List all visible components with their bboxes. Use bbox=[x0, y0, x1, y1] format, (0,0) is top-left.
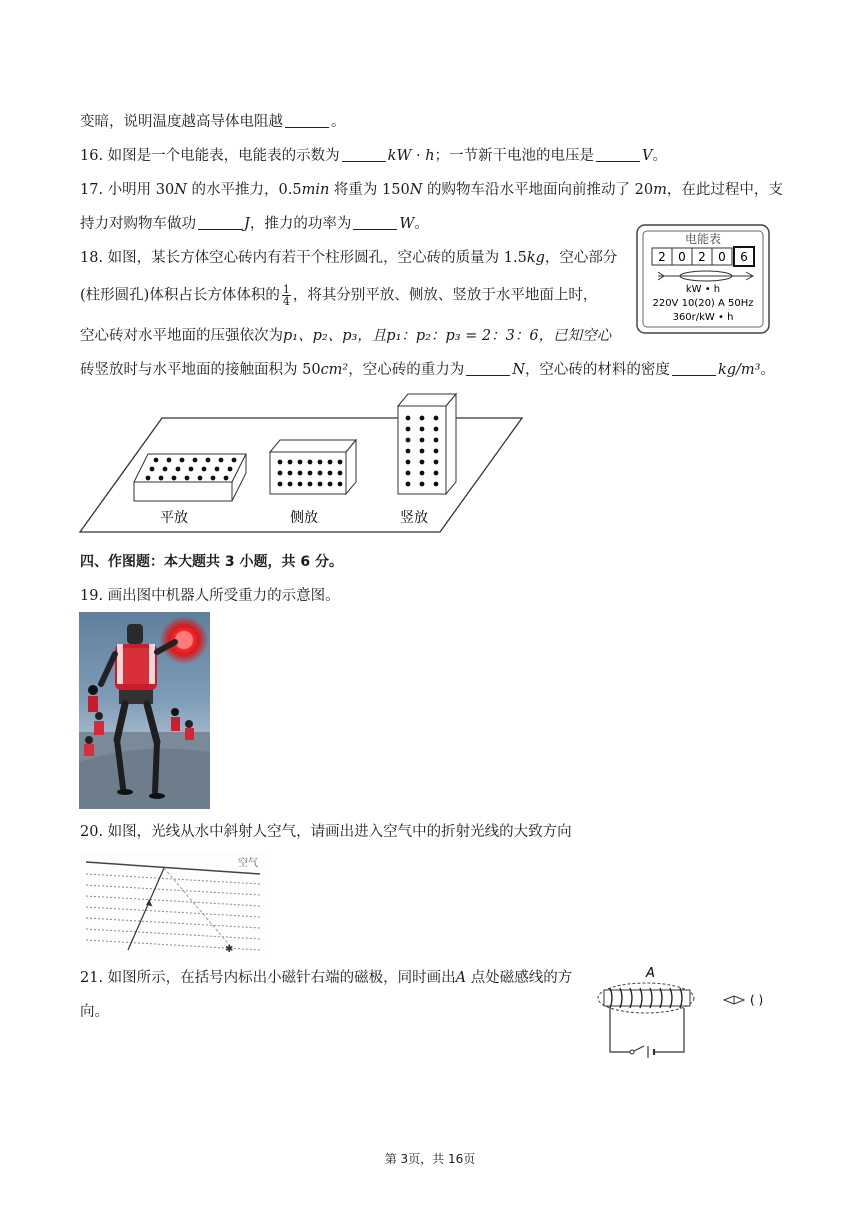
pole-bracket: ( ) bbox=[750, 993, 764, 1007]
page-footer: 第 3页，共 16页 bbox=[384, 1152, 476, 1166]
meter-digit-3: 2 bbox=[698, 250, 706, 264]
section-heading: 四、作图题：本大题共 3 小题，共 6 分。 bbox=[80, 554, 343, 570]
answer-blank bbox=[342, 147, 386, 162]
meter-digit-5: 6 bbox=[740, 250, 748, 264]
electric-meter-figure bbox=[636, 224, 770, 334]
question-21-line2: 向。 bbox=[80, 1004, 109, 1020]
question-18-line1: 18. 如图，某长方体空心砖内有若干个柱形圆孔，空心砖的质量为 1.5kg，空心部分 bbox=[80, 250, 618, 266]
question-19: 19. 画出图中机器人所受重力的示意图。 bbox=[80, 588, 340, 604]
meter-title: 电能表 bbox=[684, 232, 722, 246]
question-20: 20. 如图，光线从水中斜射人空气，请画出进入空气中的折射光线的大致方向 bbox=[80, 824, 572, 840]
answer-blank bbox=[596, 147, 640, 162]
flat-brick bbox=[134, 454, 246, 501]
question-16: 16. 如图是一个电能表，电能表的示数为 kW · h；一节新干电池的电压是 V。 bbox=[80, 148, 668, 164]
meter-spec-line2: 360r/kW • h bbox=[672, 312, 734, 323]
label-side: 侧放 bbox=[290, 510, 318, 526]
question-18-line2: (柱形圆孔)体积占长方体体积的 $\frac{1}{4}$ ，将其分别平放、侧放、竖放于水平地面上时， bbox=[80, 283, 598, 308]
question-21-line1: 21. 如图所示，在括号内标出小磁针右端的磁极，同时画出A 点处磁感线的方 bbox=[80, 970, 573, 986]
air-label: 空气 bbox=[238, 858, 258, 869]
answer-blank bbox=[672, 361, 716, 376]
side-brick bbox=[270, 440, 356, 494]
label-flat: 平放 bbox=[160, 510, 188, 526]
meter-unit: kW • h bbox=[685, 284, 721, 295]
text-line-q15-end: 变暗，说明温度越高导体电阻越 。 bbox=[80, 114, 346, 130]
refraction-figure bbox=[80, 852, 266, 954]
answer-blank bbox=[285, 113, 329, 128]
meter-digit-4: 0 bbox=[718, 250, 726, 264]
star-mark-icon: ✱ bbox=[225, 944, 234, 954]
question-17-line1: 17. 小明用 30N 的水平推力，0.5min 将重为 150N 的购物车沿水平地面向前推动了 20m，在此过程中，支 bbox=[80, 182, 783, 198]
meter-spec-line1: 220V 10(20) A 50Hz bbox=[652, 298, 754, 309]
meter-digit-2: 0 bbox=[678, 250, 686, 264]
answer-blank bbox=[198, 215, 242, 230]
fraction: $\frac{1}{4}$ bbox=[282, 283, 290, 308]
switch-pivot bbox=[630, 1050, 634, 1054]
answer-blank bbox=[353, 215, 397, 230]
question-18-line3: 空心砖对水平地面的压强依次为p₁、p₂、p₃，且p₁：p₂：p₃ = 2：3：6，已知空心 bbox=[80, 328, 612, 344]
robot-photo bbox=[79, 612, 210, 809]
solenoid-core bbox=[604, 990, 690, 1006]
bricks-figure bbox=[78, 390, 528, 536]
answer-blank bbox=[466, 361, 510, 376]
label-upright: 竖放 bbox=[400, 510, 428, 526]
upright-brick bbox=[398, 394, 456, 494]
circuit-wires bbox=[610, 1008, 684, 1058]
solenoid-figure bbox=[594, 964, 786, 1058]
question-18-line4: 砖竖放时与水平地面的接触面积为 50cm²，空心砖的重力为 N，空心砖的材料的密度 kg/m³。 bbox=[80, 362, 775, 378]
point-a-label: A bbox=[646, 966, 655, 981]
question-17-line2: 持力对购物车做功 J，推力的功率为 W。 bbox=[80, 216, 429, 232]
meter-digit-1: 2 bbox=[658, 250, 666, 264]
